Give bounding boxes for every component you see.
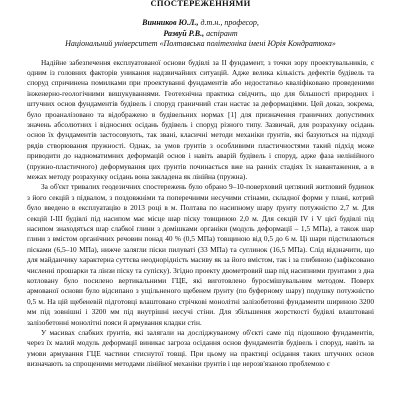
author-role-1: д.т.н., професор,	[198, 18, 259, 27]
author-role-2: аспірант	[204, 28, 238, 38]
paragraph: Надійне забезпечення експлуатованої основи будівлі за ІІ фундамент, з точки зору проектувальників, є одним із головних факторів уникання надзвичайних ситуацій. Адже велика кількість дефектів будівель та споруд спричинена помилками при проектуванні фундаментів або недостатньо кваліфіковано проведеними інженерно-геологічними вишукуваннями. Геотехнічна практика свідчить, що для більшості природних і штучних основ фундаментів будівель і споруд граничний стан настає за деформаціями. Цей доказ, зокрема, було проаналізовано та відображено в будівельних нормах [1] для призначення граничних допустимих значень абсолютних і відносних осідань будівель і споруд різного типу. Зазвичай, для розрахунку осідань основ їх фундаментів застосовують, так звані, класичні методи механіки ґрунтів, які базуються на підході рядів створювання пружності. Однак, за умов ґрунтів з особливими пластичностями такий підхід може приводити до надноматимних деформацій основ і навіть аварій будівель і споруд, адже фаза нелінійного (пружно-пластичного) деформування цих ґрунтів починається вже на ранніх стадіях їх навантаження, а в межах методу розрахунку осідань вона закладена як лінійна (пружна).	[27, 57, 374, 181]
paragraph: У масивах слабких ґрунтів, які залягали на досліджуваному об'єкті саме під підошвою фундаментів, через їх малий модуль деформації виникає загроза осідання основ фундаментів будівель і споруд, навіть за умови армування ГЦЕ частини стиснутої товщі. При цьому на практиці осідання таких штучних основ визначають за спрощеними методами лінійної механіки ґрунтів і ще нерозв'язаною проблемою є	[27, 328, 374, 369]
author-name-2: Развуй Р.В.,	[163, 28, 205, 38]
author-name-1: Винников Ю.Л.,	[142, 18, 199, 27]
author-line-2	[27, 29, 374, 40]
author-line-1	[27, 18, 374, 29]
affiliation: Національний університет «Полтавська політехніка імені Юрія Кондратюка»	[65, 39, 336, 48]
paper-title: СПОСТЕРЕЖЕННЯМИ	[150, 0, 251, 8]
authors-block	[27, 18, 374, 50]
paragraph: За об'єкт тривалих геодезичних спостережень було обрано 9–10-поверховий цегляний житловий будинок з його секцій з підвалом, з поздовжніми та поперечними несучими стінами, складної форми у плані, котрий було введено в експлуатацію в 2013 році в м. Полтава по насипному шару ґрунту потужністю 2,7 м. Для секцій І-ІІІ будівлі під насипом має місце шар піску товщиною 2,0 м. Для секцій IV і V цієї будівлі під насипом знаходяться шар слабкої глини з домішками органіки (модуль деформації – 1,5 МПа), а також шар глини з вмістом органічних речовин понад 40 % (0,5 МПа) товщиною від 0,5 до 6 м. Ці шари підстилаються пісками (6,5–10 МПа), нижче залягли піски пилуваті (33 МПа) та суглинок (16,5 МПа). Слід відзначити, що для майданчику характерна суттєва неоднорідність масиву як за його вмістом, так і за глибиною (зафіксовано численні прошарки та лінзи піску та супіску). Згідно проекту двометровий шар під насипними ґрунтами з дна котловану було посилено вертикальними ГЦЕ, які виготовлено буросмішувальним методом. Поверх армованої основи було відсипано з ущільненого щебенем ґрунту (по буферному шару) подушку потужністю 0,5 м. На цій щебеневій підготовці влаштовано стрічкові монолітні залізобетонні фундаменти шириною 3200 мм під зовнішні і 3200 мм під внутрішні несучі стіни. Для збільшення жорсткості будівлі влаштовані залізобетонні монолітні пояси й армування кладки стін.	[27, 182, 374, 327]
body-text	[27, 58, 374, 370]
